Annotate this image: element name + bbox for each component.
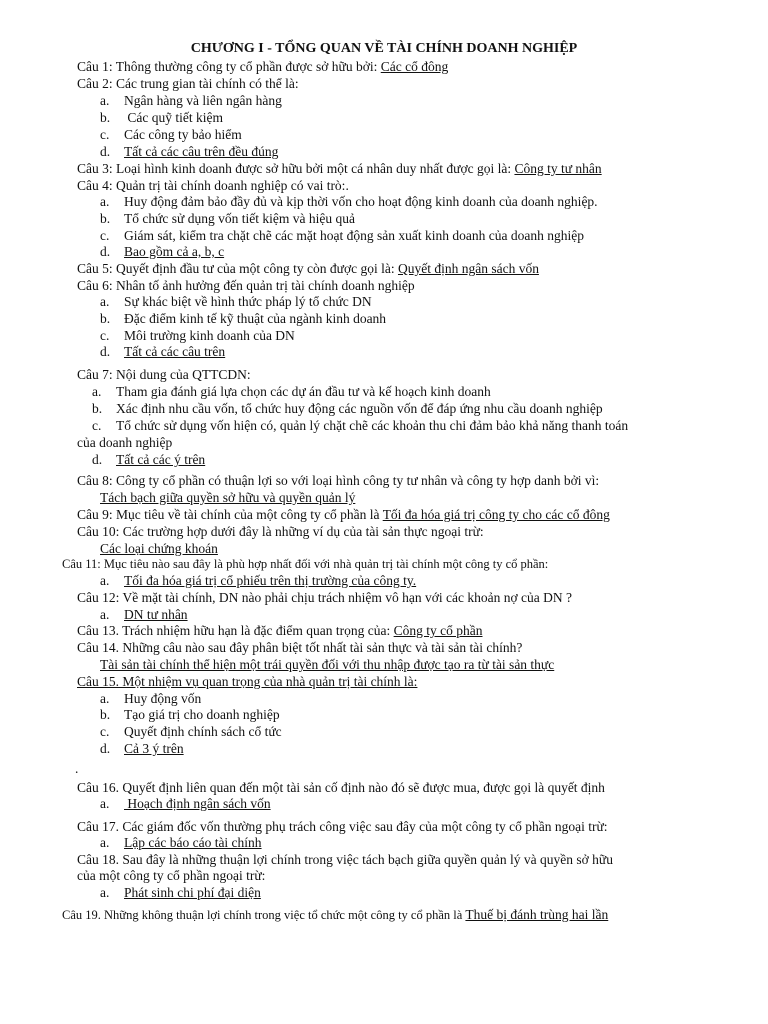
option-a-answer: a. Phát sinh chi phí đại diện — [100, 885, 261, 900]
question-13: Câu 13. Trách nhiệm hữu hạn là đặc điểm quan trọng của: Công ty cổ phần — [77, 623, 483, 638]
question-2: Câu 2: Các trung gian tài chính có thể là: — [77, 76, 299, 91]
answer-text: Tài sản tài chính thể hiện một trái quyền đối với thu nhập được tạo ra từ tài sản thực — [100, 657, 555, 672]
question-8: Câu 8: Công ty cổ phần có thuận lợi so với loại hình công ty tư nhân và công ty hợp danh bởi vì: — [77, 473, 600, 488]
option-d-answer: d. Tất cả các câu trên đều đúng — [100, 144, 279, 159]
answer-text: Thuế bị đánh trùng hai lần — [465, 907, 609, 922]
question-1 — [77, 58, 448, 75]
question-4: Câu 4: Quản trị tài chính doanh nghiệp có vai trò:. — [77, 178, 349, 193]
option-c: c. Các công ty bảo hiểm — [100, 127, 242, 142]
option-a: a. Huy động vốn — [100, 691, 202, 706]
question-3: Câu 3: Loại hình kinh doanh được sở hữu bởi một cá nhân duy nhất được gọi là: Công ty tư nhân — [77, 161, 602, 176]
question-9: Câu 9: Mục tiêu về tài chính của một công ty cổ phần là Tối đa hóa giá trị công ty cho các cổ đông — [77, 507, 610, 522]
option-b: b. Xác định nhu cầu vốn, tổ chức huy động các nguồn vốn để đáp ứng nhu cầu doanh nghiệp — [92, 401, 603, 416]
question-5: Câu 5: Quyết định đầu tư của một công ty còn được gọi là: Quyết định ngân sách vốn — [77, 261, 539, 276]
option-d-answer: d. Tất cả các ý trên — [92, 452, 206, 467]
question-6: Câu 6: Nhân tố ảnh hưởng đến quản trị tài chính doanh nghiệp — [77, 278, 415, 293]
question-18: Câu 18. Sau đây là những thuận lợi chính trong việc tách bạch giữa quyền quản lý và quyền sở hữu — [77, 852, 613, 867]
question-15: Câu 15. Một nhiệm vụ quan trọng của nhà quản trị tài chính là: — [77, 674, 418, 689]
question-7: Câu 7: Nội dung của QTTCDN: — [77, 367, 251, 382]
question-17: Câu 17. Các giám đốc vốn thường phụ trách công việc sau đây của một công ty cổ phần ngoại trừ: — [77, 819, 608, 834]
option-c: c. Tổ chức sử dụng vốn hiện có, quản lý chặt chẽ các khoản thu chi đảm bảo khả năng thanh toán — [92, 418, 629, 433]
answer-text: Các loại chứng khoán — [100, 541, 218, 556]
option-d-answer: d. Cả 3 ý trên — [100, 741, 184, 756]
answer-text: Quyết định ngân sách vốn — [397, 261, 539, 276]
option-a: a. Sự khác biệt về hình thức pháp lý tổ chức DN — [100, 294, 372, 309]
question-11: Câu 11: Mục tiêu nào sau đây là phù hợp nhất đối với nhà quản trị tài chính một công ty cổ phần: — [62, 557, 549, 571]
option-b: b. Tổ chức sử dụng vốn tiết kiệm và hiệu quả — [100, 211, 355, 226]
answer-text: Công ty tư nhân — [514, 161, 602, 176]
question-10: Câu 10: Các trường hợp dưới đây là những ví dụ của tài sản thực ngoại trừ: — [77, 524, 484, 539]
answer-text: Tách bạch giữa quyền sở hữu và quyền quản lý — [100, 490, 356, 505]
option-a: a. Huy động đảm bảo đầy đủ và kịp thời vốn cho hoạt động kinh doanh của doanh nghiệp. — [100, 194, 598, 209]
option-c-continuation: của doanh nghiệp — [77, 435, 173, 450]
question-text: Câu 1: Thông thường công ty cổ phần được sở hữu bởi: — [77, 59, 381, 74]
answer-text: Tối đa hóa giá trị công ty cho các cổ đông — [382, 507, 610, 522]
option-b: b. Đặc điểm kinh tế kỹ thuật của ngành kinh doanh — [100, 311, 387, 326]
option-d-answer: d. Tất cả các câu trên — [100, 344, 226, 359]
option-b: b. Các quỹ tiết kiệm — [100, 110, 223, 125]
option-a-answer: a. DN tư nhân — [100, 607, 188, 622]
option-b: b. Tạo giá trị cho doanh nghiệp — [100, 707, 280, 722]
answer-text: Các cổ đông — [380, 59, 449, 74]
option-a-answer: a. Tối đa hóa giá trị cổ phiếu trên thị trường của công ty. — [100, 573, 417, 588]
option-a-answer: a. Lập các báo cáo tài chính — [100, 835, 262, 850]
option-c: c. Giám sát, kiểm tra chặt chẽ các mặt hoạt động sản xuất kinh doanh của doanh nghiệp — [100, 228, 584, 243]
answer-text: Công ty cổ phần — [393, 623, 483, 638]
question-12: Câu 12: Về mặt tài chính, DN nào phải chịu trách nhiệm vô hạn với các khoản nợ của DN ? — [77, 590, 573, 605]
option-a: a. Tham gia đánh giá lựa chọn các dự án đầu tư và kế hoạch kinh doanh — [92, 384, 491, 399]
option-c: c. Môi trường kinh doanh của DN — [100, 328, 295, 343]
question-14: Câu 14. Những câu nào sau đây phân biệt tốt nhất tài sản thực và tài sản tài chính? — [77, 640, 523, 655]
question-19: Câu 19. Những không thuận lợi chính trong việc tổ chức một công ty cổ phần là Thuế bị đánh trùng hai lần — [62, 907, 609, 922]
option-a-answer: a. Hoạch định ngân sách vốn — [100, 796, 271, 811]
question-16: Câu 16. Quyết định liên quan đến một tài sản cố định nào đó sẽ được mua, được gọi là quyết định — [77, 780, 605, 795]
option-c: c. Quyết định chính sách cổ tức — [100, 724, 282, 739]
question-18-continuation: của một công ty cổ phần ngoại trừ: — [77, 868, 266, 883]
option-a: a. Ngân hàng và liên ngân hàng — [100, 93, 282, 108]
option-d-answer: d. Bao gồm cả a, b, c — [100, 244, 225, 259]
chapter-title: CHƯƠNG I - TỔNG QUAN VỀ TÀI CHÍNH DOANH NGHIỆP — [190, 41, 578, 56]
stray-dot: . — [75, 761, 79, 776]
